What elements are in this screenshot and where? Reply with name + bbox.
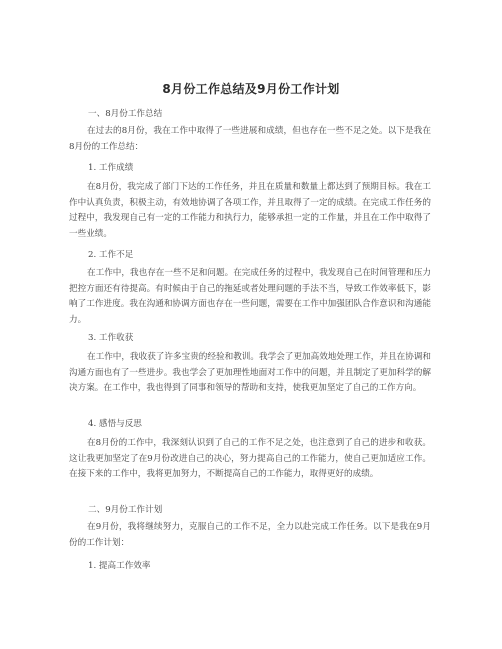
item-body <box>69 350 431 397</box>
paragraph: 在8月份的工作中，我深刻认识到了自己的工作不足之处，也注意到了自己的进步和收获。这让我更加坚定了在9月份改进自己的决心，努力提高自己的工作能力，使自己更加适应工作。在接下来的工作中，我将更加努力，不断提高自己的工作能力，取得更好的成绩。 <box>69 438 431 480</box>
item-heading: 2. 工作不足 <box>88 250 134 260</box>
item-heading: 1. 提高工作效率 <box>88 561 151 571</box>
item-heading: 3. 工作收获 <box>88 333 134 343</box>
item-body <box>69 266 431 328</box>
section-intro <box>69 124 431 155</box>
paragraph: 在工作中，我收获了许多宝贵的经验和教训。我学会了更加高效地处理工作，并且在协调和沟通方面也有了一些进步。我也学会了更加理性地面对工作中的问题，并且制定了更加科学的解决方案。在工作中，我也得到了同事和领导的帮助和支持，使我更加坚定了自己的工作方向。 <box>69 352 431 394</box>
paragraph: 在工作中，我也存在一些不足和问题。在完成任务的过程中，我发现自己在时间管理和压力把控方面还有待提高。有时候由于自己的拖延或者处理问题的手法不当，导致工作效率低下，影响了工作进度。我在沟通和协调方面也存在一些问题，需要在工作中加强团队合作意识和沟通能力。 <box>69 268 431 325</box>
paragraph: 在9月份，我将继续努力，克服自己的工作不足，全力以赴完成工作任务。以下是我在9月份的工作计划： <box>69 522 431 548</box>
section-intro <box>69 520 431 551</box>
item-heading: 4. 感悟与反思 <box>88 419 142 429</box>
item-body <box>69 436 431 483</box>
paragraph: 在过去的8月份，我在工作中取得了一些进展和成绩，但也存在一些不足之处。以下是我在8月份的工作总结： <box>69 126 431 152</box>
item-heading: 1. 工作成绩 <box>88 163 134 173</box>
paragraph: 在8月份，我完成了部门下达的工作任务，并且在质量和数量上都达到了预期目标。我在工作中认真负责，积极主动，有效地协调了各项工作，并且取得了一定的成绩。在完成工作任务的过程中，我发现自己有一定的工作能力和执行力，能够承担一定的工作量，并且在工作中取得了一些业绩。 <box>69 182 431 239</box>
section-heading: 二、9月份工作计划 <box>88 505 163 515</box>
item-body <box>69 180 431 242</box>
document-title: 8月份工作总结及9月份工作计划 <box>162 82 340 96</box>
section-heading: 一、8月份工作总结 <box>88 109 163 119</box>
